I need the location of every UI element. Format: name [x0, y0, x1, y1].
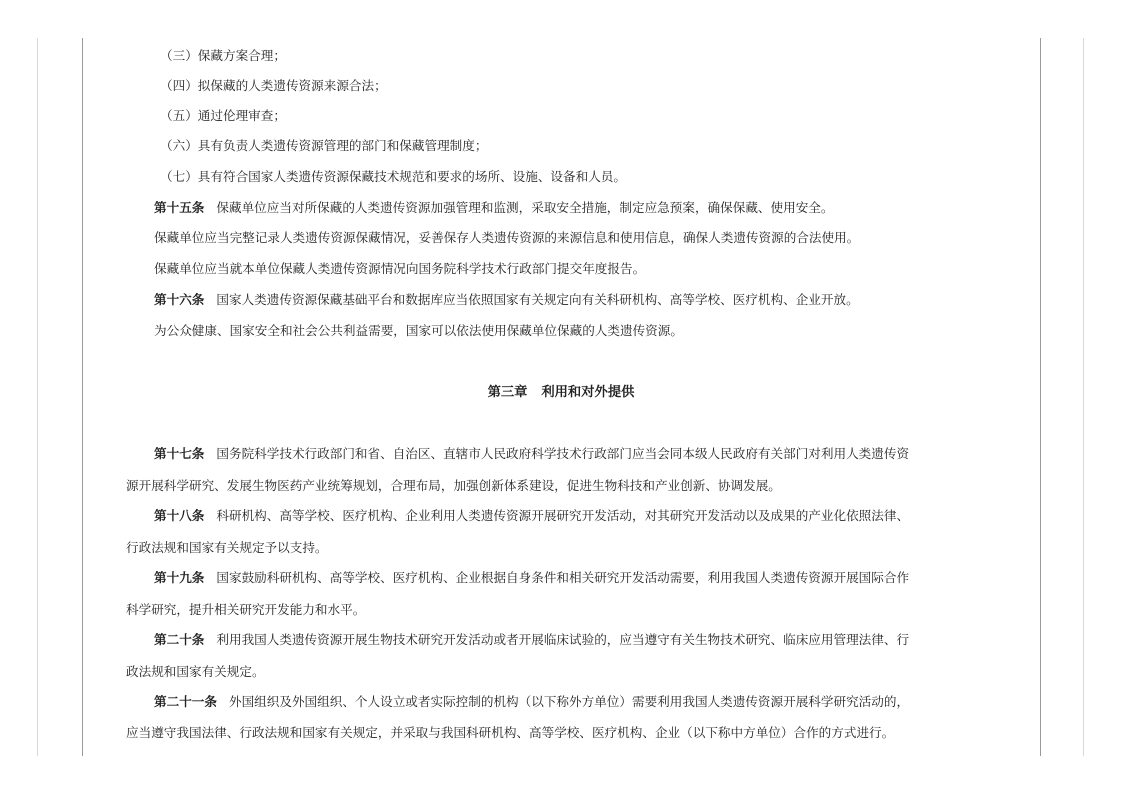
article-text: 保藏单位应当对所保藏的人类遗传资源加强管理和监测，采取安全措施，制定应急预案，确保保藏、使用安全。: [216, 200, 834, 215]
paragraph: 保藏单位应当完整记录人类遗传资源保藏情况，妥善保存人类遗传资源的来源信息和使用信息，确保人类遗传资源的合法使用。: [154, 230, 860, 245]
article-16: [154, 284, 1000, 315]
paragraph-continuation: 应当遵守我国法律、行政法规和国家有关规定，并采取与我国科研机构、高等学校、医疗机构、企业（以下称中方单位）合作的方式进行。: [126, 725, 895, 740]
list-item: （五）通过伦理审查；: [160, 108, 286, 123]
article-19: [154, 562, 1000, 593]
paragraph-continuation: 政法规和国家有关规定。: [126, 664, 265, 679]
paragraph: 为公众健康、国家安全和社会公共利益需要，国家可以依法使用保藏单位保藏的人类遗传资源。: [154, 323, 683, 338]
article-text: 利用我国人类遗传资源开展生物技术研究开发活动或者开展临床试验的，应当遵守有关生物技术研究、临床应用管理法律、行: [216, 632, 910, 647]
article-20: [154, 624, 1000, 655]
paragraph-continuation: 源开展科学研究、发展生物医药产业统筹规划，合理布局，加强创新体系建设，促进生物科技和产业创新、协调发展。: [126, 478, 781, 493]
list-item: （四）拟保藏的人类遗传资源来源合法；: [160, 78, 387, 93]
article-label: 第十七条: [154, 446, 205, 461]
article-text: 国家鼓励科研机构、高等学校、医疗机构、企业根据自身条件和相关研究开发活动需要，利用我国人类遗传资源开展国际合作: [216, 570, 910, 585]
article-text: 外国组织及外国组织、个人设立或者实际控制的机构（以下称外方单位）需要利用我国人类遗传资源开展科学研究活动的，: [228, 694, 910, 709]
paragraph-continuation: 行政法规和国家有关规定予以支持。: [126, 540, 328, 555]
article-label: 第二十一条: [154, 694, 217, 709]
paragraph-continuation: 科学研究，提升相关研究开发能力和水平。: [126, 602, 366, 617]
article-text: 国家人类遗传资源保藏基础平台和数据库应当依照国家有关规定向有关科研机构、高等学校、医疗机构、企业开放。: [216, 292, 859, 307]
list-item: （三）保藏方案合理；: [160, 48, 286, 63]
article-label: 第十九条: [154, 570, 205, 585]
article-17: [154, 438, 1000, 469]
paragraph: 保藏单位应当就本单位保藏人类遗传资源情况向国务院科学技术行政部门提交年度报告。: [154, 261, 646, 276]
article-label: 第二十条: [154, 632, 205, 647]
article-18: [154, 500, 1000, 531]
article-label: 第十六条: [154, 292, 205, 307]
list-item: （七）具有符合国家人类遗传资源保藏技术规范和要求的场所、设施、设备和人员。: [160, 169, 626, 184]
article-21: [154, 686, 1000, 717]
article-text: 科研机构、高等学校、医疗机构、企业利用人类遗传资源开展研究开发活动，对其研究开发活动以及成果的产业化依照法律、: [216, 508, 910, 523]
list-item: （六）具有负责人类遗传资源管理的部门和保藏管理制度；: [160, 138, 488, 153]
chapter-number: 第三章: [487, 385, 528, 400]
article-15: [154, 192, 1000, 223]
article-label: 第十五条: [154, 200, 205, 215]
article-text: 国务院科学技术行政部门和省、自治区、直辖市人民政府科学技术行政部门应当会同本级人民政府有关部门对利用人类遗传资: [216, 446, 910, 461]
article-label: 第十八条: [154, 508, 205, 523]
chapter-title: 利用和对外提供: [541, 385, 635, 400]
chapter-heading: [0, 377, 1122, 408]
